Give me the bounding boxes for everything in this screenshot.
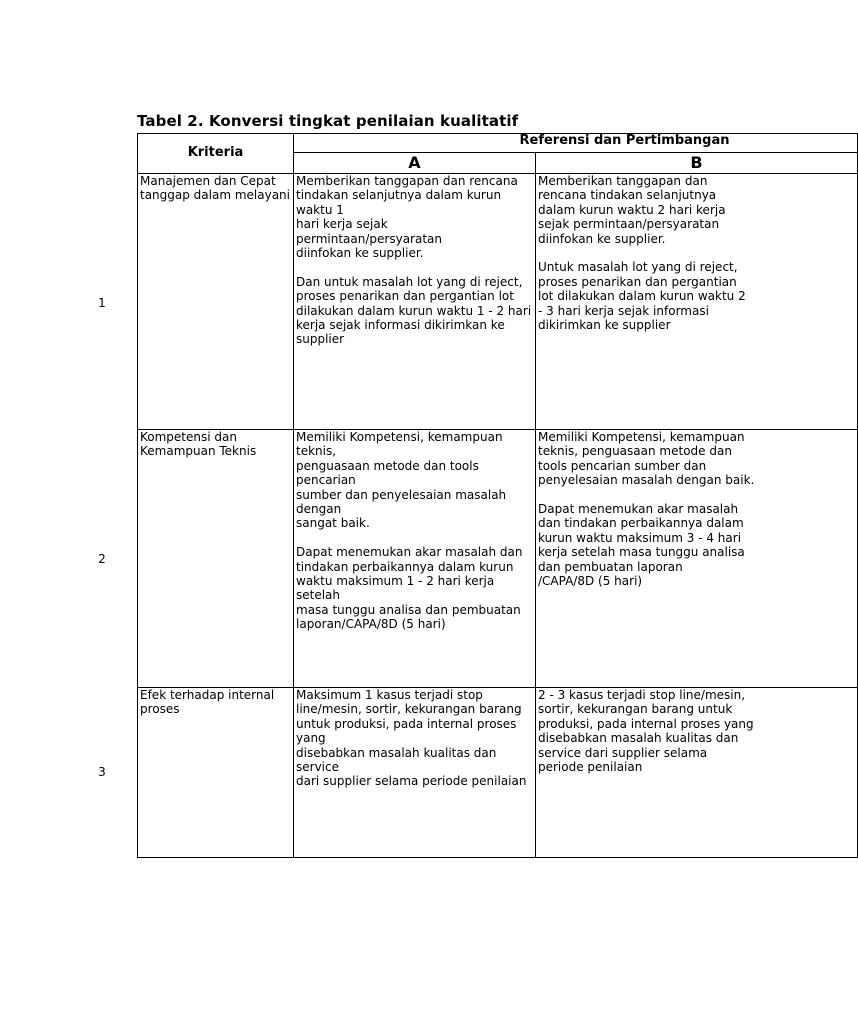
grade-b-cell: Memiliki Kompetensi, kemampuan teknis, penguasaan metode dan tools pencarian sumber dan penyelesaian masalah dengan baik. Dapat menemukan akar masalah dan tindakan perbaikannya dalam kurun waktu maksimum 3 - 4 hari kerja setelah masa tunggu analisa dan pembuatan laporan /CAPA/8D (5 hari) (536, 430, 858, 688)
grade-b-cell: Memberikan tanggapan dan rencana tindakan selanjutnya dalam kurun waktu 2 hari kerja sejak permintaan/persyaratan diinfokan ke supplier. Untuk masalah lot yang di reject, proses penarikan dan pergantian lot dilakukan dalam kurun waktu 2 - 3 hari kerja sejak informasi dikirimkan ke supplier (536, 174, 858, 430)
grade-b-cell: 2 - 3 kasus terjadi stop line/mesin, sortir, kekurangan barang untuk produksi, pada internal proses yang disebabkan masalah kualitas dan service dari supplier selama periode penilaian (536, 688, 858, 858)
kriteria-cell: Kompetensi dan Kemampuan Teknis (138, 430, 294, 688)
table-row (138, 430, 858, 688)
table-title: Tabel 2. Konversi tingkat penilaian kualitatif (137, 112, 519, 130)
table-row (138, 688, 858, 858)
row-number-1: 1 (98, 296, 106, 310)
grade-a-cell: Memiliki Kompetensi, kemampuan teknis, penguasaan metode dan tools pencarian sumber dan penyelesaian masalah dengan sangat baik. Dapat menemukan akar masalah dan tindakan perbaikannya dalam kurun waktu maksimum 1 - 2 hari kerja setelah masa tunggu analisa dan pembuatan laporan/CAPA/8D (5 hari) (294, 430, 536, 688)
table-row (138, 174, 858, 430)
conversion-table (137, 133, 858, 858)
grade-a-cell: Maksimum 1 kasus terjadi stop line/mesin, sortir, kekurangan barang untuk produksi, pada internal proses yang disebabkan masalah kualitas dan service dari supplier selama periode penilaian (294, 688, 536, 858)
kriteria-cell: Manajemen dan Cepat tanggap dalam melayani (138, 174, 294, 430)
row-number-2: 2 (98, 552, 106, 566)
header-kriteria: Kriteria (138, 134, 294, 174)
table-viewport (137, 133, 755, 860)
header-grade-b: B (536, 153, 858, 174)
header-referensi: Referensi dan Pertimbangan (294, 134, 858, 153)
kriteria-cell: Efek terhadap internal proses (138, 688, 294, 858)
row-number-3: 3 (98, 765, 106, 779)
header-grade-a: A (294, 153, 536, 174)
grade-a-cell: Memberikan tanggapan dan rencana tindakan selanjutnya dalam kurun waktu 1 hari kerja sejak permintaan/persyaratan diinfokan ke supplier. Dan untuk masalah lot yang di reject, proses penarikan dan pergantian lot dilakukan dalam kurun waktu 1 - 2 hari kerja sejak informasi dikirimkan ke supplier (294, 174, 536, 430)
